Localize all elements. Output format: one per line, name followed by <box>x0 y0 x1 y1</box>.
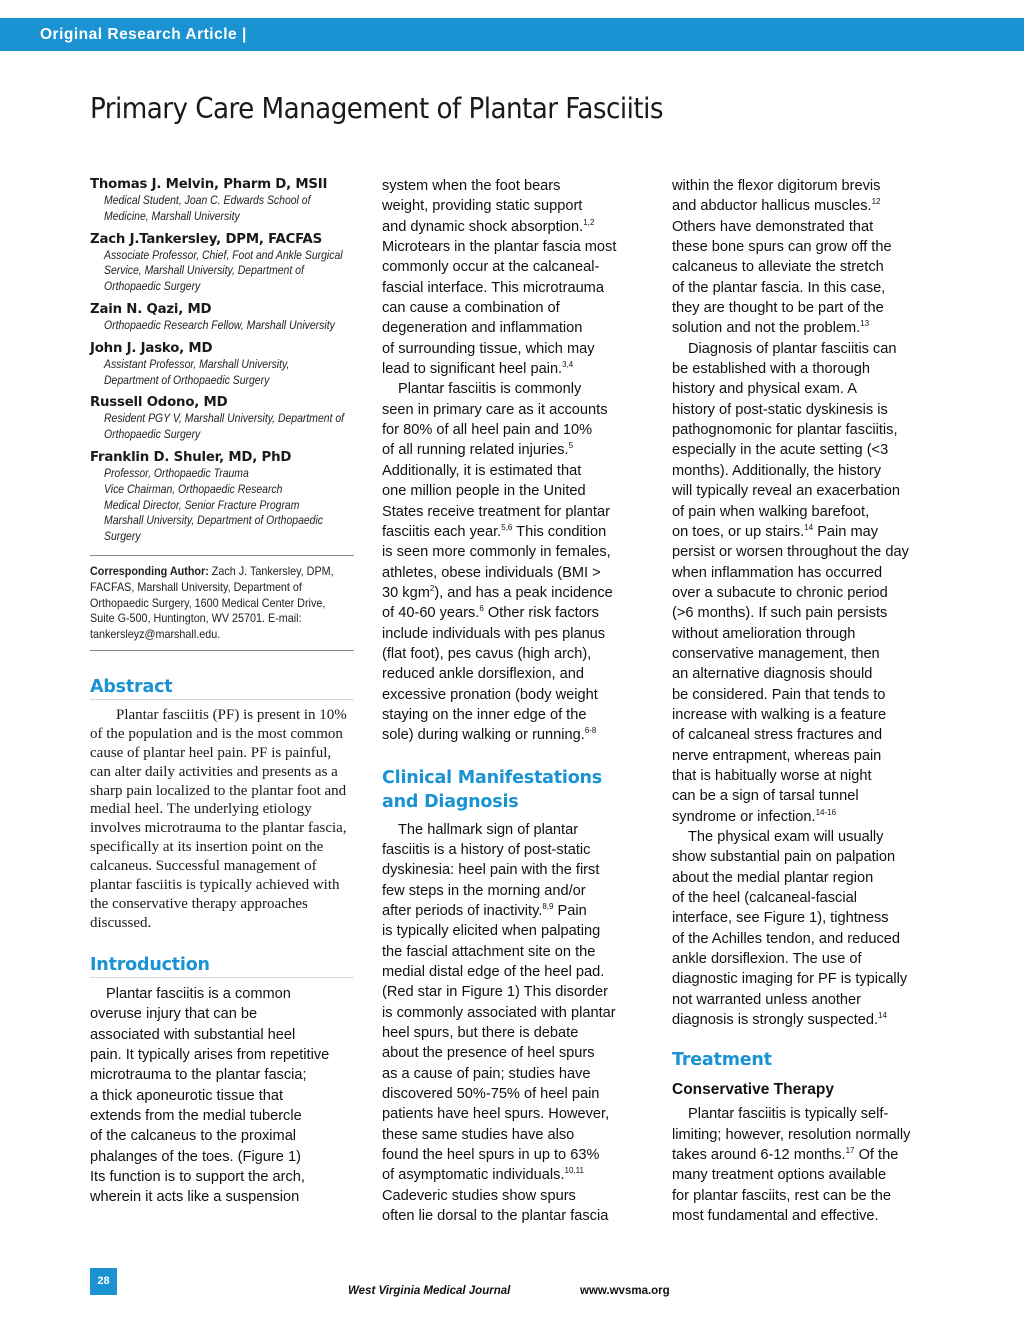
body-paragraph <box>382 379 644 745</box>
body-paragraph <box>672 1104 942 1226</box>
affiliation-line: Surgery <box>104 530 141 544</box>
text-line <box>382 440 644 460</box>
text-line: when inflammation has occurred <box>672 564 883 581</box>
article-type-label: Original Research Article | <box>40 26 247 43</box>
citation: 12 <box>871 197 881 207</box>
text-line: The hallmark sign of plantar <box>398 821 579 838</box>
citation: 17 <box>845 1146 855 1156</box>
text-run: Pain <box>553 903 587 919</box>
author-list <box>90 176 354 545</box>
text-run: sole) during walking or running. <box>382 727 585 744</box>
text-line: Plantar fasciitis is a common <box>106 985 291 1002</box>
heading-line: and Diagnosis <box>382 791 519 812</box>
citation: 6-8 <box>584 726 597 736</box>
text-run: on toes, or up stairs. <box>672 523 805 540</box>
text-line: will typically reveal an exacerbation <box>672 483 900 500</box>
text-line <box>672 807 942 827</box>
text-line: is seen more commonly in females, <box>382 544 611 561</box>
text-line <box>382 1165 644 1185</box>
affiliation-line: Department of Orthopaedic Surgery <box>104 373 270 387</box>
abstract-text: Plantar fasciitis (PF) is present in 10% of the population and is the most common cause of plantar heel pain. PF is painful, can alter daily activities and presents as a sharp pain localized to the plantar foot and medial heel. The underlying etiology involves microtrauma to the plantar fascia, specifically at its insertion point on the calcaneus. Successful management of plantar fasciitis is typically achieved with the conservative therapy approaches discussed. <box>90 706 347 931</box>
text-run: syndrome or infection. <box>672 808 816 825</box>
text-line: (flat foot), pes cavus (high arch), <box>382 645 592 662</box>
text-line: Its function is to support the arch, <box>90 1168 305 1185</box>
text-line <box>672 196 942 216</box>
author-entry <box>90 394 354 443</box>
text-line: wherein it acts like a suspension <box>90 1189 300 1206</box>
text-line: overuse injury that can be <box>90 1006 258 1023</box>
text-line: interface, see Figure 1), tightness <box>672 910 889 927</box>
text-line: about the medial plantar region <box>672 869 874 886</box>
text-line: of calcaneal stress fractures and <box>672 727 883 744</box>
text-line: commonly occur at the calcaneal- <box>382 259 600 276</box>
text-run: diagnosis is strongly suspected. <box>672 1012 879 1029</box>
text-line: of surrounding tissue, which may <box>382 340 595 357</box>
text-line: show substantial pain on palpation <box>672 849 896 866</box>
text-line: heel spurs, but there is debate <box>382 1025 579 1042</box>
text-line: of the Achilles tendon, and reduced <box>672 930 900 947</box>
text-line: pathognomonic for plantar fasciitis, <box>672 422 898 439</box>
text-line: is commonly associated with plantar <box>382 1004 616 1021</box>
text-run: lead to significant heel pain. <box>382 361 563 378</box>
text-line: conservative management, then <box>672 645 880 662</box>
affiliation-line: Medical Student, Joan C. Edwards School of <box>104 194 311 207</box>
citation: 1,2 <box>583 217 595 227</box>
affiliation-line: Medicine, Marshall University <box>104 209 240 223</box>
text-line: fascial interface. This microtrauma <box>382 279 604 296</box>
corresponding-author-text: Suite G-500, Huntington, WV 25701. E-mail: <box>90 612 302 626</box>
citation: 14-16 <box>815 807 837 817</box>
author-name: Thomas J. Melvin, Pharm D, MSII <box>90 177 328 192</box>
text-line: medial distal edge of the heel pad. <box>382 964 605 981</box>
text-run: and abductor hallicus muscles. <box>672 198 872 215</box>
text-line: they are thought to be part of the <box>672 300 884 317</box>
article-type-banner <box>0 18 1024 51</box>
text-line: associated with substantial heel <box>90 1026 296 1043</box>
citation: 14 <box>878 1011 887 1021</box>
citation: 5,6 <box>501 522 513 532</box>
corresponding-author-label: Corresponding Author: <box>90 564 209 578</box>
author-affiliation <box>104 193 356 225</box>
text-run: and dynamic shock absorption. <box>382 218 584 235</box>
affiliation-line: Orthopaedic Surgery <box>104 428 201 442</box>
text-line: reduced ankle dorsiflexion, and <box>382 666 585 683</box>
text-line: fasciitis is a history of post-static <box>382 841 591 858</box>
citation: 5 <box>568 441 574 451</box>
text-line: microtrauma to the plantar fascia; <box>90 1067 307 1084</box>
text-line: States receive treatment for plantar <box>382 503 610 520</box>
left-column <box>90 176 354 1208</box>
text-line: an alternative diagnosis should <box>672 666 873 683</box>
corresponding-author-text: Orthopaedic Surgery, 1600 Medical Center Drive, <box>90 596 326 610</box>
text-line: Additionally, it is estimated that <box>382 462 582 479</box>
author-entry <box>90 301 354 334</box>
text-run: of 40-60 years. <box>382 605 480 622</box>
text-line: a thick aponeurotic tissue that <box>90 1087 284 1104</box>
text-line: that is habitually worse at night <box>672 767 872 784</box>
citation: 10,11 <box>564 1166 584 1176</box>
text-line: Plantar fasciitis is typically self- <box>688 1106 889 1123</box>
author-entry <box>90 340 354 389</box>
text-line: discovered 50%-75% of heel pain <box>382 1086 600 1103</box>
affiliation-line: Orthopaedic Surgery <box>104 280 201 294</box>
journal-name: West Virginia Medical Journal <box>348 1285 511 1297</box>
text-run: 30 kgm <box>382 584 430 601</box>
text-line: of the calcaneus to the proximal <box>90 1128 297 1145</box>
text-line: extends from the medial tubercle <box>90 1107 302 1124</box>
text-line: Microtears in the plantar fascia most <box>382 239 617 256</box>
affiliation-line: Assistant Professor, Marshall University, <box>104 357 290 371</box>
text-line: without amelioration through <box>672 625 856 642</box>
text-line: about the presence of heel spurs <box>382 1045 595 1062</box>
text-line: patients have heel spurs. However, <box>382 1106 610 1123</box>
text-line <box>382 583 644 603</box>
text-line: dyskinesia: heel pain with the first <box>382 862 600 879</box>
superscript: 2 <box>429 583 435 593</box>
text-line: of the heel (calcaneal-fascial <box>672 890 857 907</box>
text-line <box>382 359 644 379</box>
author-affiliation <box>104 411 356 443</box>
divider <box>90 650 354 651</box>
text-line: often lie dorsal to the plantar fascia <box>382 1208 609 1225</box>
text-run: takes around 6-12 months. <box>672 1147 846 1164</box>
text-line: the fascial attachment site on the <box>382 943 596 960</box>
author-affiliation <box>104 248 356 295</box>
affiliation-line: Associate Professor, Chief, Foot and Ankle Surgical <box>104 248 343 262</box>
text-line: for 80% of all heel pain and 10% <box>382 422 593 439</box>
text-line: diagnostic imaging for PF is typically <box>672 971 908 988</box>
text-line: excessive pronation (body weight <box>382 686 598 703</box>
text-line: limiting; however, resolution normally <box>672 1126 911 1143</box>
text-line: degeneration and inflammation <box>382 320 583 337</box>
text-line: is typically elicited when palpating <box>382 923 601 940</box>
text-line <box>382 217 644 237</box>
author-affiliation <box>104 318 356 334</box>
affiliation-line: Orthopaedic Research Fellow, Marshall University <box>104 318 335 332</box>
middle-column <box>382 176 644 1227</box>
text-line: include individuals with pes planus <box>382 625 606 642</box>
text-line <box>382 725 644 745</box>
text-line: can cause a combination of <box>382 300 560 317</box>
heading-line: Clinical Manifestations <box>382 767 602 788</box>
text-line: history and physical exam. A <box>672 381 857 398</box>
body-paragraph <box>382 176 644 379</box>
journal-url[interactable]: www.wvsma.org <box>580 1285 670 1297</box>
text-line: Plantar fasciitis is commonly <box>398 381 582 398</box>
text-line <box>382 603 644 623</box>
text-line: Others have demonstrated that <box>672 218 874 235</box>
text-line: persist or worsen throughout the day <box>672 544 909 561</box>
text-line: nerve entrapment, whereas pain <box>672 747 882 764</box>
body-paragraph <box>672 176 942 339</box>
text-run: Other risk factors <box>483 605 599 622</box>
text-line: Diagnosis of plantar fasciitis can <box>688 340 897 357</box>
text-line <box>382 522 644 542</box>
affiliation-line: Vice Chairman, Orthopaedic Research <box>104 482 283 496</box>
author-name: Franklin D. Shuler, MD, PhD <box>90 449 292 465</box>
text-line: phalanges of the toes. (Figure 1) <box>90 1148 301 1165</box>
introduction-heading: Introduction <box>90 954 210 975</box>
text-line: especially in the acute setting (<3 <box>672 442 889 459</box>
conservative-therapy-subheading: Conservative Therapy <box>672 1081 834 1099</box>
text-line: found the heel spurs in up to 63% <box>382 1147 600 1164</box>
introduction-paragraph <box>90 984 354 1208</box>
text-line: system when the foot bears <box>382 178 561 194</box>
text-line: seen in primary care as it accounts <box>382 401 608 418</box>
body-paragraph <box>672 827 942 1030</box>
author-affiliation <box>104 357 356 389</box>
text-line: of pain when walking barefoot, <box>672 503 870 520</box>
corresponding-author-text: FACFAS, Marshall University, Department of <box>90 580 302 594</box>
text-run: This condition <box>512 523 607 540</box>
text-run: after periods of inactivity. <box>382 903 543 919</box>
affiliation-line: Marshall University, Department of Orthopaedic <box>104 514 324 528</box>
text-line: staying on the inner edge of the <box>382 706 587 723</box>
text-line: Cadeveric studies show spurs <box>382 1187 576 1204</box>
author-affiliation <box>104 466 356 545</box>
citation: 6 <box>479 604 484 614</box>
text-run: of asymptomatic individuals. <box>382 1167 565 1184</box>
text-line <box>672 1010 942 1030</box>
text-run: Of the <box>854 1147 899 1164</box>
text-line: few steps in the morning and/or <box>382 882 586 899</box>
text-line: within the flexor digitorum brevis <box>672 178 881 194</box>
text-line <box>672 318 942 338</box>
text-line: months). Additionally, the history <box>672 462 882 479</box>
text-line: of the plantar fascia. In this case, <box>672 279 886 296</box>
affiliation-line: Resident PGY V, Marshall University, Department of <box>104 412 345 426</box>
text-line: weight, providing static support <box>382 198 583 215</box>
body-paragraph <box>672 339 942 827</box>
text-line: over a subacute to chronic period <box>672 584 888 601</box>
text-line: The physical exam will usually <box>688 829 884 845</box>
text-line: be considered. Pain that tends to <box>672 686 886 703</box>
text-line: be established with a thorough <box>672 361 870 378</box>
right-column <box>672 176 942 1227</box>
text-run: fasciitis each year. <box>382 523 502 540</box>
text-line: increase with walking is a feature <box>672 706 887 723</box>
affiliation-line: Professor, Orthopaedic Trauma <box>104 466 249 480</box>
clinical-manifestations-heading <box>382 766 644 814</box>
corresponding-author-block <box>90 556 352 650</box>
text-line: pain. It typically arises from repetitive <box>90 1046 330 1063</box>
text-line: history of post-static dyskinesis is <box>672 401 888 418</box>
text-run: Pain may <box>813 523 879 540</box>
citation: 8,9 <box>542 902 554 911</box>
text-line <box>672 522 942 542</box>
heading-underline <box>90 699 354 700</box>
text-line: (>6 months). If such pain persists <box>672 605 888 622</box>
text-run: of all running related injuries. <box>382 442 569 459</box>
corresponding-author-email: tankersleyz@marshall.edu. <box>90 628 221 642</box>
text-run: ), and has a peak incidence <box>434 584 613 601</box>
corresponding-author-text: Zach J. Tankersley, DPM, <box>208 564 334 578</box>
author-name: Zach J.Tankersley, DPM, FACFAS <box>90 231 322 247</box>
text-line: calcaneus to alleviate the stretch <box>672 259 884 276</box>
author-name: John J. Jasko, MD <box>90 340 213 356</box>
affiliation-line: Medical Director, Senior Fracture Program <box>104 498 300 512</box>
text-run: solution and not the problem. <box>672 320 861 337</box>
page-number-badge: 28 <box>90 1268 117 1295</box>
article-title: Primary Care Management of Plantar Fasciitis <box>90 92 663 125</box>
author-entry <box>90 449 354 545</box>
citation: 14 <box>804 522 814 532</box>
author-name: Zain N. Qazi, MD <box>90 301 212 317</box>
author-entry <box>90 231 354 295</box>
heading-underline <box>90 977 354 978</box>
text-line <box>382 901 644 921</box>
text-line: as a cause of pain; studies have <box>382 1065 591 1082</box>
abstract-heading: Abstract <box>90 676 173 697</box>
text-line: not warranted unless another <box>672 991 862 1008</box>
citation: 13 <box>860 319 870 329</box>
text-line: ankle dorsiflexion. The use of <box>672 951 862 968</box>
text-line: for plantar fasciits, rest can be the <box>672 1187 892 1204</box>
text-line: these bone spurs can grow off the <box>672 239 892 256</box>
text-line <box>672 1145 942 1165</box>
body-paragraph <box>382 820 644 1227</box>
text-line: athletes, obese individuals (BMI > <box>382 564 601 581</box>
text-line: most fundamental and effective. <box>672 1208 879 1225</box>
text-line: can be a sign of tarsal tunnel <box>672 788 859 805</box>
text-line: (Red star in Figure 1) This disorder <box>382 984 609 1001</box>
affiliation-line: Service, Marshall University, Department of <box>104 264 304 278</box>
text-line: one million people in the United <box>382 483 586 500</box>
text-line: these same studies have also <box>382 1126 575 1143</box>
treatment-heading: Treatment <box>672 1050 772 1071</box>
author-name: Russell Odono, MD <box>90 395 228 411</box>
citation: 3,4 <box>562 360 574 370</box>
text-line: many treatment options available <box>672 1167 887 1184</box>
author-entry <box>90 176 354 225</box>
